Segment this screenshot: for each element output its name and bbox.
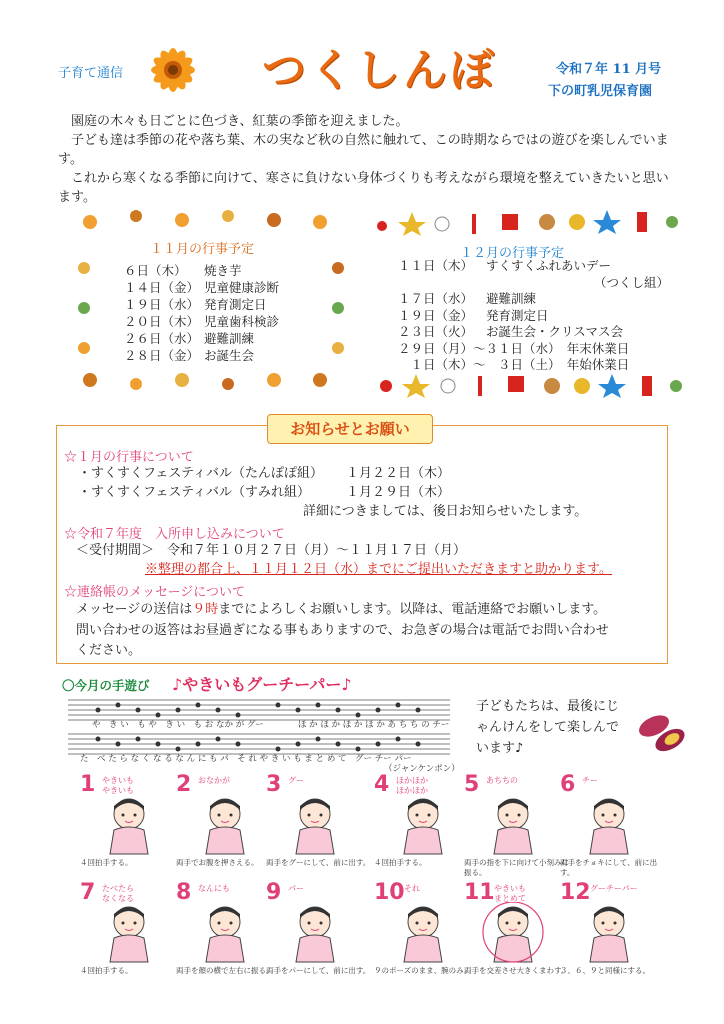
november-schedule-list	[124, 262, 279, 364]
step-number: 12	[560, 880, 591, 905]
schedule-row	[398, 275, 669, 292]
schedule-date: １１日（木）	[398, 258, 474, 273]
notice-line: ＜受付期間＞ 令和７年１０月２７日（月）～１１月１７日（月）	[76, 543, 467, 558]
child-figure-icon	[94, 902, 164, 964]
schedule-event: （つくし組）	[594, 274, 670, 290]
schedule-row	[398, 308, 669, 325]
step-description: ３、６、９と同様にする。	[560, 966, 650, 975]
step-description: 両手をパーにして、前に出す。	[266, 966, 371, 975]
step-number: 10	[374, 880, 405, 905]
step-label: チー	[582, 776, 598, 785]
step-label: それ	[404, 884, 420, 893]
song-lyric: （ジャンケンポン）	[384, 764, 460, 774]
child-figure-icon	[574, 794, 644, 856]
notice-line: 問い合わせの返答はお昼過ぎになる事もありますので、お急ぎの場合は電話でお問い合わせ	[76, 623, 609, 638]
step-label: グーチーパー	[590, 884, 638, 893]
notice-line	[76, 600, 606, 619]
child-figure-icon	[280, 902, 350, 964]
sweet-potato-icon	[634, 708, 690, 756]
gerbera-flower-icon	[133, 38, 213, 98]
step-number: 6	[560, 772, 576, 797]
schedule-row	[124, 296, 279, 313]
step-number: 4	[374, 772, 390, 797]
notice-section-title: ☆連絡帳のメッセージについて	[64, 585, 245, 600]
intro-line: 園庭の木々も日ごとに色づき、紅葉の季節を迎えました。	[71, 114, 409, 129]
schedule-date: ２０日（木）	[124, 314, 200, 329]
christmas-decor-bottom	[372, 370, 692, 400]
child-figure-icon	[478, 902, 548, 964]
newsletter-label: 子育て通信	[58, 66, 124, 81]
notice-text: までによろしくお願いします。以降は、電話連絡でお願いします。	[218, 602, 607, 617]
schedule-event: 年末休業日	[566, 340, 630, 356]
step-description: ４回拍手する。	[374, 858, 427, 867]
schedule-date: ２９日（月）～３１日（水）	[398, 340, 555, 356]
schedule-row	[398, 258, 669, 275]
school-name: 下の町乳児保育園	[548, 84, 653, 99]
schedule-row	[398, 291, 669, 308]
step-label: たべたら なくなる	[102, 884, 134, 903]
step-description: 両手でお腹を押さえる。	[176, 858, 259, 867]
schedule-row	[398, 324, 669, 341]
step-description: ４回拍手する。	[80, 858, 133, 867]
step-label: パー	[288, 884, 304, 893]
step-label: ほかほか ほかほか	[396, 776, 428, 795]
step-6	[560, 772, 670, 880]
step-7	[80, 880, 190, 988]
event-date: １月２２日（木）	[346, 466, 451, 481]
notice-section-title: ☆令和７年度 入所申し込みについて	[64, 527, 285, 542]
step-description: 両手をグーにして、前に出す。	[266, 858, 371, 867]
step-9	[266, 880, 376, 988]
step-5	[464, 772, 574, 880]
schedule-row	[124, 262, 279, 279]
schedule-date: ２６日（水）	[124, 331, 200, 346]
december-schedule-title: １２月の行事予定	[460, 246, 565, 261]
child-figure-icon	[94, 794, 164, 856]
song-title: ♪やきいもグーチーパー♪	[172, 675, 352, 694]
schedule-event: 避難訓練	[204, 331, 255, 346]
issue-date: 令和７年 11 月号	[556, 62, 662, 77]
step-1	[80, 772, 190, 880]
child-figure-icon	[190, 902, 260, 964]
schedule-row	[124, 347, 279, 364]
schedule-row	[398, 341, 669, 358]
schedule-event: 焼き芋	[204, 263, 242, 278]
schedule-date: １日（木）～ ３日（土）	[398, 357, 555, 372]
child-figure-icon	[478, 794, 548, 856]
schedule-event: 避難訓練	[486, 291, 537, 306]
notice-line: 詳細につきましては、後日お知らせいたします。	[303, 504, 588, 519]
schedule-date: １９日（金）	[398, 307, 474, 323]
notice-section-title: ☆１月の行事について	[64, 450, 194, 465]
play-section-heading: 〇今月の手遊び	[62, 678, 150, 693]
schedule-event: お誕生会・クリスマス会	[486, 324, 624, 339]
step-description: 両手を交差させ大きくまわす。	[464, 966, 569, 975]
step-description: 両手をチョキにして、前に出す。	[560, 858, 658, 877]
step-number: 11	[464, 880, 495, 905]
newsletter-title: つくしんぼ	[262, 45, 497, 96]
schedule-row	[124, 279, 279, 296]
notice-line: ください。	[76, 643, 142, 658]
schedule-event: 児童健康診断	[204, 280, 280, 295]
intro-line: 子ども達は季節の花や落ち葉、木の実など秋の自然に触れて、この時期ならではの遊びを楽しんでいます。	[58, 133, 669, 167]
schedule-date: １９日（水）	[124, 297, 200, 312]
november-schedule-title: １１月の行事予定	[150, 242, 255, 257]
schedule-event: すくすくふれあいデー	[486, 258, 612, 273]
child-figure-icon	[280, 794, 350, 856]
step-3	[266, 772, 376, 880]
notice-warning: ※整理の都合上、１１月１２日（水）までにご提出いただきますと助かります。	[145, 562, 612, 577]
step-number: 8	[176, 880, 192, 905]
notice-line	[78, 483, 310, 502]
step-description: ９のポーズのまま、腕のみ。	[374, 966, 472, 975]
notice-heading: お知らせとお願い	[267, 414, 433, 444]
intro-text	[58, 112, 678, 207]
step-11	[464, 880, 574, 988]
child-figure-icon	[388, 794, 458, 856]
step-description: 両手の指を下に向けて小刻みに振る。	[464, 858, 569, 877]
schedule-row	[124, 330, 279, 347]
christmas-decor-top	[372, 206, 692, 236]
step-label: あちちの	[486, 776, 518, 785]
schedule-date: ６日（木）	[124, 263, 187, 278]
step-description: 両手を顔の横で左右に振る。	[176, 966, 274, 975]
schedule-date: ２３日（火）	[398, 324, 474, 339]
schedule-event: 年始休業日	[566, 357, 630, 372]
event-name: ・すくすくフェスティバル（すみれ組）	[78, 485, 311, 500]
schedule-row	[124, 313, 279, 330]
schedule-event: 発育測定日	[486, 307, 549, 323]
schedule-date: ２８日（金）	[124, 348, 200, 363]
step-12	[560, 880, 670, 988]
event-date: １月２９日（木）	[346, 485, 451, 500]
schedule-date: １４日（金）	[124, 280, 200, 295]
december-schedule-list	[398, 258, 669, 374]
intro-line: これから寒くなる季節に向けて、寒さに負けない身体づくりも考えながら環境を整えていきたいと思います。	[58, 171, 669, 205]
schedule-event: お誕生会	[204, 348, 255, 363]
schedule-date: １７日（水）	[398, 291, 474, 306]
step-number: 3	[266, 772, 282, 797]
step-label: なんにも	[198, 884, 230, 893]
child-figure-icon	[190, 794, 260, 856]
notice-line	[78, 464, 323, 483]
step-number: 7	[80, 880, 96, 905]
child-figure-icon	[574, 902, 644, 964]
step-number: 2	[176, 772, 192, 797]
step-label: やきいも やきいも	[102, 776, 134, 795]
song-lyric: や き い も や き い も お なか が グー ほ か ほ か ほ か ほ か あ ち ち の チー	[92, 720, 450, 730]
play-comment: 子どもたちは、最後にじゃんけんをして楽しんでいます♪	[476, 699, 620, 756]
step-label: グー	[288, 776, 304, 785]
step-label: おなかが	[198, 776, 230, 785]
child-figure-icon	[388, 902, 458, 964]
notice-text: メッセージの送信は	[76, 602, 193, 617]
step-description: ４回拍手する。	[80, 966, 133, 975]
step-label: やきいも まとめて	[494, 884, 526, 903]
event-name: ・すくすくフェスティバル（たんぽぽ組）	[78, 466, 324, 481]
step-number: 9	[266, 880, 282, 905]
song-lyric: た べ た ら な く な る な ん に も パ そ れ や き い も ま と め て グー チー パー	[80, 754, 412, 764]
schedule-event: 児童歯科検診	[204, 314, 280, 329]
step-number: 1	[80, 772, 96, 797]
schedule-event: 発育測定日	[204, 297, 267, 312]
notice-highlight: ９時	[192, 602, 219, 617]
step-number: 5	[464, 772, 480, 797]
